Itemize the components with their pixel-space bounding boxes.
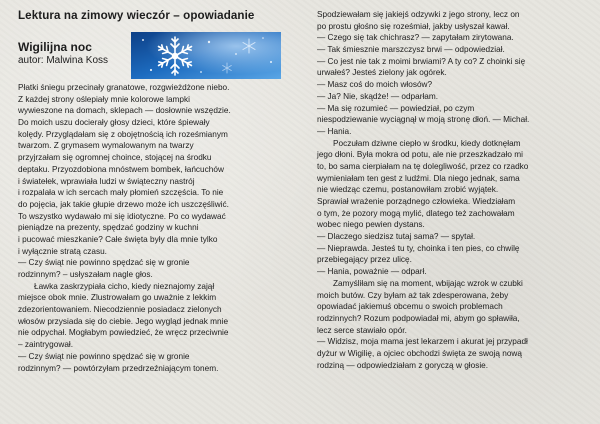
text-line: i rozpalała w ich sercach mały płomień szczęścia. To nie — [18, 188, 224, 198]
text-line: to, bo sama cierpiałam na tę dolegliwość, przez co rzadko — [317, 161, 529, 171]
text-line: nie wiedząc czemu, postanowiłam zrobić wyjątek. — [317, 185, 499, 195]
text-line: – zaintrygował. — [18, 340, 74, 350]
text-line: urwałeś? Jesteś zielony jak ogórek. — [317, 68, 447, 78]
text-line: — Hania, poważnie — odparł. — [317, 267, 427, 277]
text-line: wywieszone na domach, sklepach — dosłownie wszędzie. — [18, 106, 231, 116]
text-line: twarzom. Z grymasem wymalowanym na twarzy — [18, 141, 194, 151]
text-line: przyjrzałam się ogromnej choince, stojącej na środku — [18, 153, 212, 163]
text-line: — Tak śmiesznie marszczysz brwi — odpowiedział. — [317, 45, 505, 55]
text-line: wobec niego pewien dystans. — [317, 220, 425, 230]
text-line: kolędy. Przyglądałam się z obojętnością ich roześmianym — [18, 129, 228, 139]
winter-banner-image — [131, 32, 281, 79]
page-title: Lektura na zimowy wieczór – opowiadanie — [18, 9, 255, 22]
story-text-right-column — [317, 9, 529, 371]
text-line: dyżur w Wigilię, a ojciec obchodzi święta ze swoją nową — [317, 348, 522, 358]
text-line: i światełek, wprawiała ludzi w świąteczny nastrój — [18, 176, 195, 186]
text-line: o tym, że pozory mogą mylić, dlatego też zachowałam — [317, 208, 515, 218]
text-line: Sprawiał wrażenie porządnego człowieka. Wiedziałam — [317, 197, 516, 206]
text-line: rodzinnym? — powtórzyłam przedrzeźniającym tonem. — [18, 363, 219, 373]
text-line: pieniądze na prezenty, spędzać godziny w kuchni — [18, 223, 199, 233]
text-line: rodzinnym? – usłyszałam nagle głos. — [18, 270, 153, 279]
text-line: Poczułam dziwne ciepło w środku, kiedy dotknęłam — [333, 138, 521, 148]
story-author: autor: Malwina Koss — [18, 55, 109, 66]
text-line: niespodziewanie wyciągnął w moją stronę dłoń. — Michał. — [317, 115, 530, 125]
text-line: — Ma się rozumieć — powiedział, po czym — [317, 103, 475, 113]
text-line: przebiegający przez ulicę. — [317, 255, 412, 265]
text-line: wymieniałam ten gest z ludźmi. Dla niego jednak, sama — [317, 173, 520, 183]
text-line: po prostu głośno się roześmiał, jakby usłyszał kawał. — [317, 21, 510, 31]
text-line: — Masz coś do moich włosów? — [317, 80, 433, 90]
text-line: — Czy świąt nie powinno spędzać się w gronie — [18, 351, 190, 361]
text-line: do pojęcia, jak takie głupie drzewo może ich uszczęśliwić. — [18, 199, 229, 209]
text-line: jego dłoni. Była mokra od potu, ale nie przeszkadzało mi — [317, 150, 523, 160]
text-line: — Widzisz, moja mama jest lekarzem i akurat jej przypadł — [317, 337, 528, 347]
text-line: opowiadać jakiemuś obcemu o swoich problemach — [317, 302, 503, 312]
snowflake-banner — [131, 32, 281, 79]
text-line: — Nieprawda. Jesteś tu ty, choinka i ten pies, co chwilę — [317, 243, 520, 253]
text-line: lecz serce stawiało opór. — [317, 325, 407, 335]
text-line: rodziną — odpowiedziałam z goryczą w głosie. — [317, 360, 489, 370]
text-line: moich butów. Czy byłam aż tak zdesperowana, żeby — [317, 290, 509, 300]
text-line: — Hania. — [317, 126, 352, 136]
text-line: Z każdej strony oślepiały mnie kolorowe lampki — [18, 94, 190, 104]
text-line: — Co jest nie tak z moimi brwiami? A ty co? Z choinki się — [317, 56, 526, 66]
text-line: deptaku. Przyozdobiona mnóstwem bombek, łańcuchów — [18, 164, 224, 174]
text-line: — Dlaczego siedzisz tutaj sama? — spytał. — [317, 232, 476, 242]
text-line: Płatki śniegu przecinały granatowe, rozgwieżdżone niebo. — [18, 83, 230, 92]
text-line: nie odpychał. Mogłabym powiedzieć, że wręcz przeciwnie — [18, 328, 229, 338]
text-line: — Czego się tak chichrasz? — zapytałam zirytowana. — [317, 33, 514, 43]
text-line: — Czy świąt nie powinno spędzać się w gronie — [18, 258, 190, 268]
text-line: — Ja? Nie, skądże! — odparłam. — [317, 91, 439, 101]
text-line: rodzinnych? Rozum podpowiadał mi, abym go spławiła, — [317, 313, 520, 323]
text-line: i wyłącznie stratą czasu. — [18, 246, 107, 256]
text-line: włosów przysiada się do ciebie. Jego wygląd jednak mnie — [18, 316, 229, 326]
text-line: Ławka zaskrzypiała cicho, kiedy nieznajomy zajął — [34, 281, 215, 291]
text-line: zdezorientowaniem. Niecodziennie posiadacz zielonych — [18, 305, 222, 315]
text-line: Spodziewałam się jakiejś odzywki z jego strony, lecz on — [317, 10, 520, 19]
text-line: i pucować mieszkanie? Całe święta były dla mnie tylko — [18, 234, 218, 244]
story-text-left-column — [18, 82, 231, 374]
text-line: Do moich uszu docierały głosy dzieci, które śpiewały — [18, 118, 210, 128]
text-line: miejsce obok mnie. Zlustrowałam go uważnie z lekkim — [18, 293, 217, 303]
text-line: To wszystko wydawało mi się idiotyczne. Po co wydawać — [18, 211, 226, 221]
text-line: Zamyśliłam się na moment, wbijając wzrok w czubki — [333, 278, 523, 288]
story-title: Wigilijna noc — [18, 40, 92, 54]
